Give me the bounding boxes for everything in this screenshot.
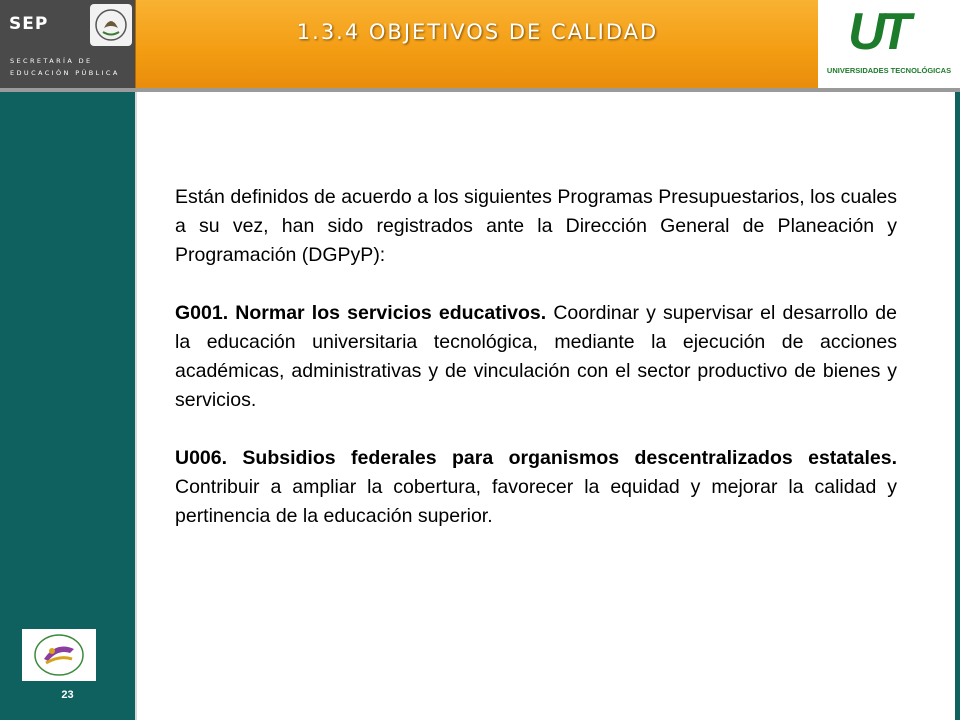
ut-logo-mark: UT <box>848 3 906 61</box>
program-u006-description: Contribuir a ampliar la cobertura, favorecer la equidad y mejorar la calidad y pertinencia de la educación superior. <box>175 476 897 527</box>
ut-logo-block <box>818 0 960 88</box>
title-bar <box>135 0 820 88</box>
program-u006-paragraph <box>175 444 897 531</box>
institution-logo-icon <box>22 629 96 681</box>
header-divider <box>0 88 960 92</box>
sep-subtitle-line2: EDUCACIÓN PÚBLICA <box>10 69 120 77</box>
sep-logo-block <box>0 0 135 88</box>
program-g001-title: G001. Normar los servicios educativos. <box>175 302 547 324</box>
right-border <box>955 92 960 720</box>
intro-paragraph: Están definidos de acuerdo a los siguientes Programas Presupuestarios, los cuales a su vez, han sido registrados ante la Dirección General de Planeación y Programación (DGPyP): <box>175 186 897 266</box>
sep-subtitle-line1: SECRETARÍA DE <box>10 57 93 65</box>
sep-subtitle <box>10 55 120 79</box>
sep-logo-text: SEP <box>9 14 49 34</box>
page-number: 23 <box>61 689 74 701</box>
ut-logo-caption: UNIVERSIDADES TECNOLÓGICAS <box>826 66 952 75</box>
left-sidebar <box>0 92 137 720</box>
main-content <box>175 183 897 560</box>
page-title: 1.3.4 OBJETIVOS DE CALIDAD <box>296 20 659 44</box>
program-g001-paragraph <box>175 299 897 415</box>
program-g001-description: Coordinar y supervisar el desarrollo de la educación universitaria tecnológica, mediante la ejecución de acciones académicas, administrativas y de vinculación con el sector productivo de bienes y servicios. <box>175 302 897 411</box>
mexico-crest-icon <box>90 4 132 46</box>
program-u006-title: U006. Subsidios federales para organismos descentralizados estatales. <box>175 447 897 469</box>
